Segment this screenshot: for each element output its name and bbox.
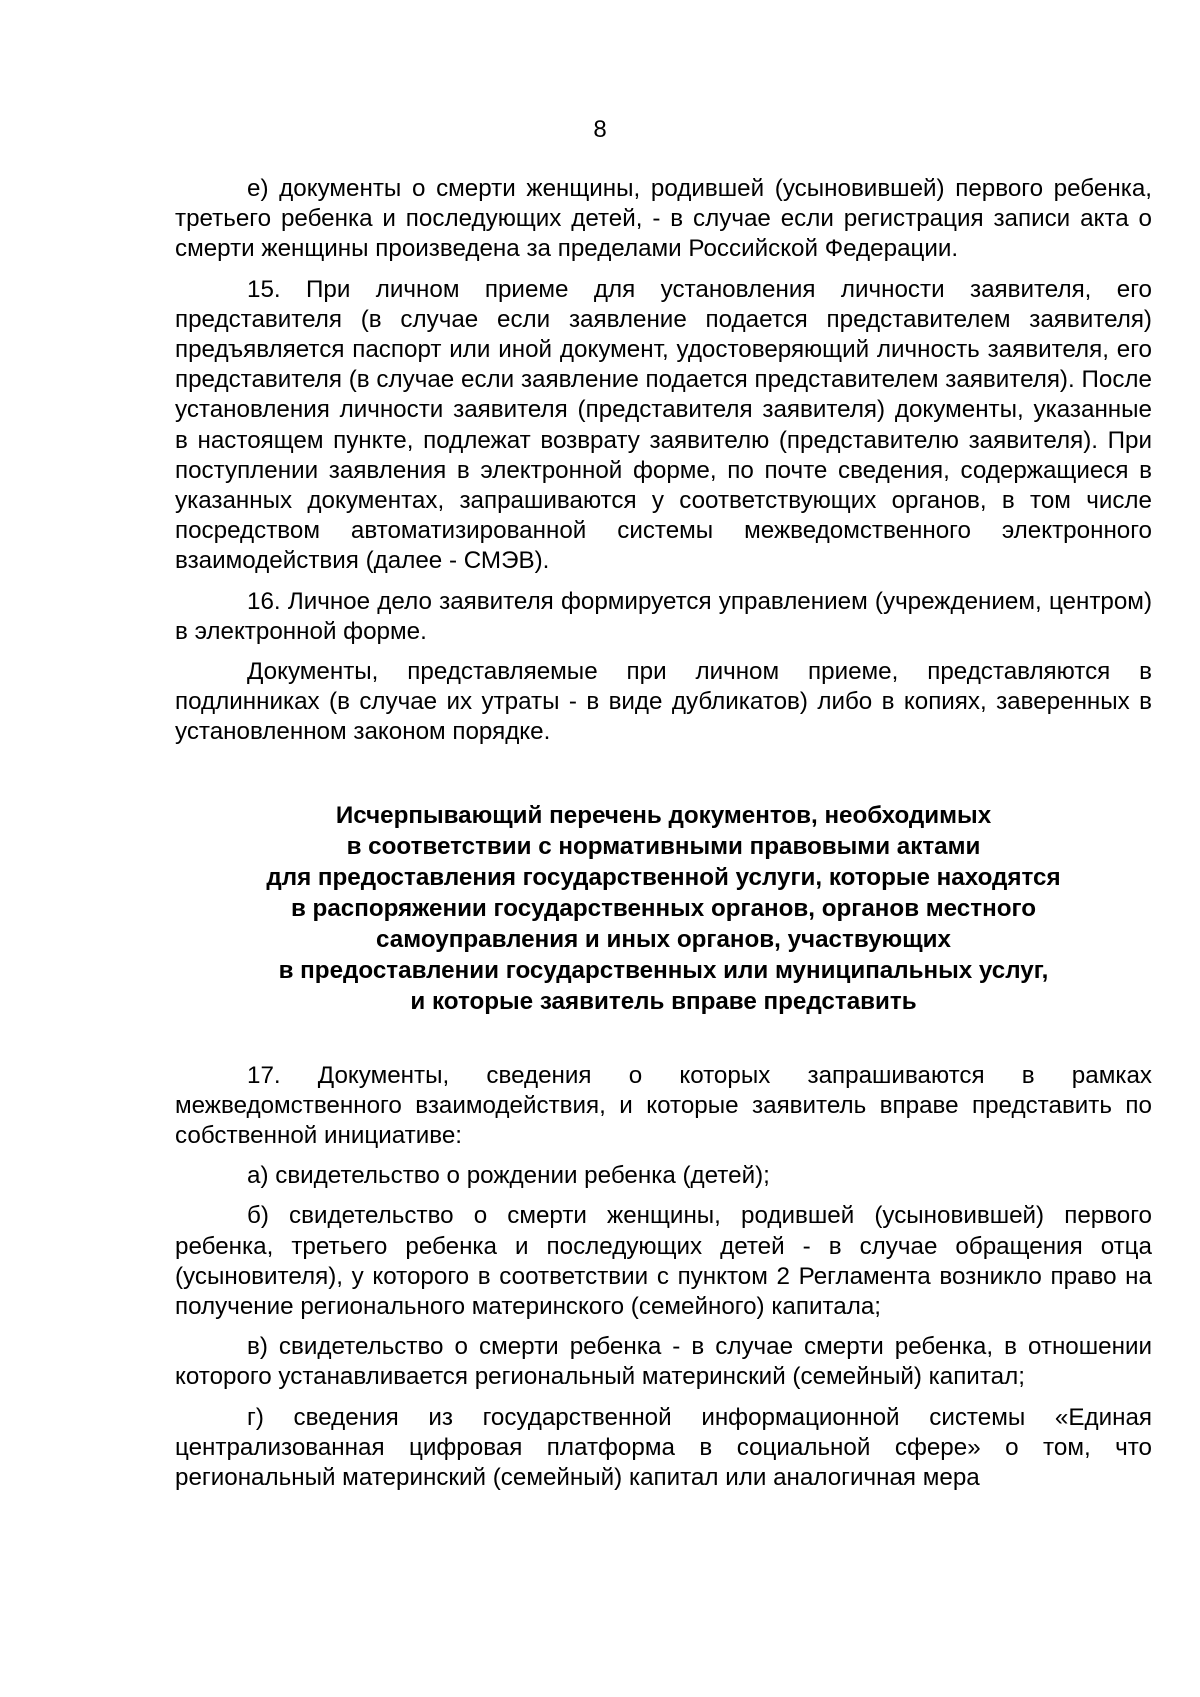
paragraph-item-b: б) свидетельство о смерти женщины, родившей (усыновившей) первого ребенка, третьего ребенка и последующих детей - в случае обращения отца (усыновителя), у которого в соответствии с пунктом 2 Регламента возникло право на получение регионального материнского (семейного) капитала; — [175, 1202, 1152, 1321]
paragraph-17: 17. Документы, сведения о которых запрашиваются в рамках межведомственного взаимодействия, и которые заявитель вправе представить по собственной инициативе: — [175, 1061, 1152, 1150]
page-number: 8 — [593, 116, 607, 143]
heading-line: в соответствии с нормативными правовыми актами — [346, 832, 981, 860]
paragraph-16-continuation: Документы, представляемые при личном приеме, представляются в подлинниках (в случае их утраты - в виде дубликатов) либо в копиях, заверенных в установленном законом порядке. — [175, 658, 1152, 746]
heading-line: Исчерпывающий перечень документов, необходимых — [335, 801, 992, 829]
paragraph-16: 16. Личное дело заявителя формируется управлением (учреждением, центром) в электронной форме. — [175, 587, 1152, 645]
heading-line: самоуправления и иных органов, участвующих — [376, 925, 951, 953]
paragraph-item-e: е) документы о смерти женщины, родившей (усыновившей) первого ребенка, третьего ребенка и последующих детей, - в случае если регистрация записи акта о смерти женщины произведена за пределами Российской Федерации. — [175, 175, 1152, 263]
paragraph-item-g: г) сведения из государственной информационной системы «Единая централизованная цифровая платформа в социальной сфере» о том, что региональный материнский (семейный) капитал или аналогичная мера — [175, 1403, 1152, 1492]
paragraph-item-v: в) свидетельство о смерти ребенка - в случае смерти ребенка, в отношении которого устанавливается региональный материнский (семейный) капитал; — [175, 1333, 1152, 1391]
heading-line: для предоставления государственной услуги, которые находятся — [266, 863, 1061, 891]
heading-line: в предоставлении государственных или муниципальных услуг, — [278, 956, 1049, 984]
paragraph-15: 15. При личном приеме для установления личности заявителя, его представителя (в случае если заявление подается представителем заявителя) предъявляется паспорт или иной документ, удостоверяющий личность заявителя, его представителя (в случае если заявление подается представителем заявителя). После установления личности заявителя (представителя заявителя) документы, указанные в настоящем пункте, подлежат возврату заявителю (представителю заявителя). При поступлении заявления в электронной форме, по почте сведения, содержащиеся в указанных документах, запрашиваются у соответствующих органов, в том числе посредством автоматизированной системы межведомственного электронного взаимодействия (далее - СМЭВ). — [175, 275, 1152, 575]
heading-line: и которые заявитель вправе представить — [410, 987, 917, 1015]
heading-line: в распоряжении государственных органов, органов местного — [290, 894, 1037, 922]
section-heading — [175, 800, 1152, 1017]
document-body — [175, 174, 1152, 1503]
paragraph-item-a: а) свидетельство о рождении ребенка (детей); — [247, 1162, 770, 1190]
